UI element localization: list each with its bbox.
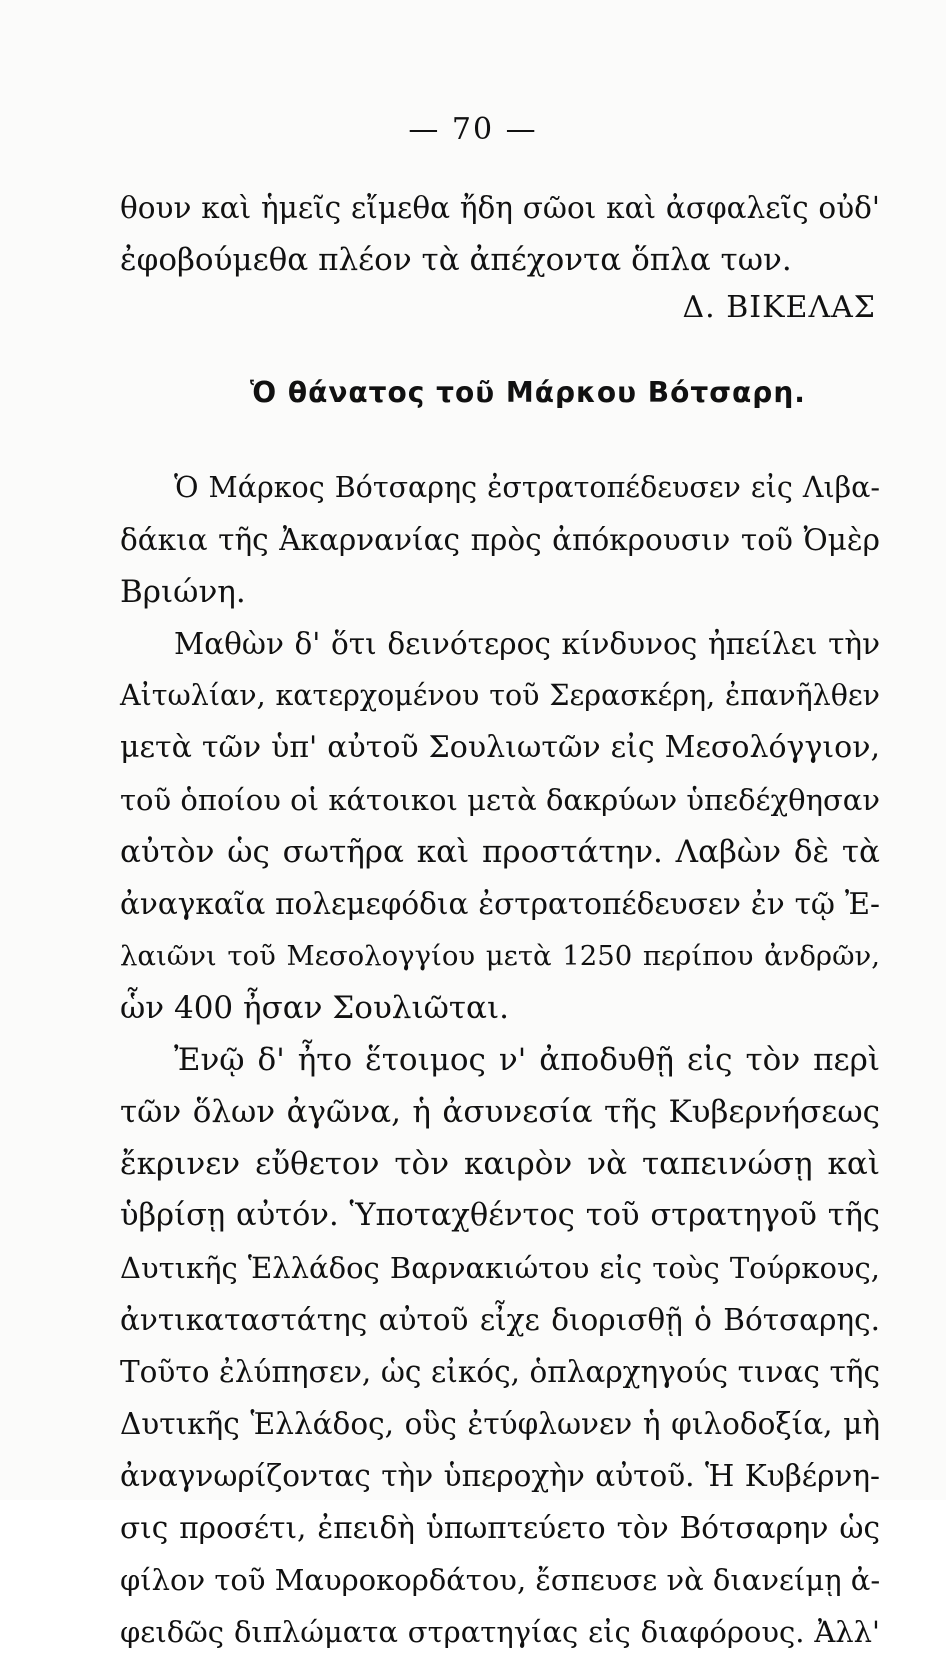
text-line: φίλον τοῦ Μαυροκορδάτου, ἔσπευσε νὰ διανείμῃ ἀ-: [120, 1563, 881, 1597]
text-line: αὐτὸν ὡς σωτῆρα καὶ προστάτην. Λαβὼν δὲ τὰ: [120, 834, 880, 870]
section-title: Ὁ θάνατος τοῦ Μάρκου Βότσαρη.: [250, 376, 806, 409]
text-line: φειδῶς διπλώματα στρατηγίας εἰς διαφόρους. Ἀλλ': [120, 1615, 880, 1649]
text-line: Αἰτωλίαν, κατερχομένου τοῦ Σερασκέρη, ἐπανῆλθεν: [120, 679, 880, 712]
text-line: τῶν ὅλων ἀγῶνα, ἡ ἀσυνεσία τῆς Κυβερνήσεως: [120, 1094, 880, 1130]
text-line: θουν καὶ ἡμεῖς εἴμεθα ἤδη σῶοι καὶ ἀσφαλεῖς οὐδ': [120, 191, 880, 225]
text-line: ἀντικαταστάτης αὐτοῦ εἶχε διορισθῇ ὁ Βότσαρης.: [120, 1303, 880, 1337]
text-line: Βριώνη.: [120, 574, 246, 610]
text-line: ἀναγνωρίζοντας τὴν ὑπεροχὴν αὐτοῦ. Ἡ Κυβέρνη-: [120, 1459, 880, 1493]
text-line: Δυτικῆς Ἑλλάδος, οὓς ἐτύφλωνεν ἡ φιλοδοξία, μὴ: [120, 1407, 880, 1441]
text-line: λαιῶνι τοῦ Μεσολογγίου μετὰ 1250 περίπου ἀνδρῶν,: [120, 940, 880, 972]
text-line: ἐφοβούμεθα πλέον τὰ ἀπέχοντα ὅπλα των.: [120, 242, 792, 278]
text-line: δάκια τῆς Ἀκαρνανίας πρὸς ἀπόκρουσιν τοῦ Ὀμὲρ: [120, 523, 880, 557]
text-line: Δυτικῆς Ἑλλάδος Βαρνακιώτου εἰς τοὺς Τούρκους,: [120, 1251, 880, 1285]
body-text: [120, 462, 880, 1658]
author-signature: Δ. ΒΙΚΕΛΑΣ: [682, 290, 876, 325]
text-line: μετὰ τῶν ὑπ' αὐτοῦ Σουλιωτῶν εἰς Μεσολόγγιον,: [120, 730, 880, 765]
text-line: ὧν 400 ἦσαν Σουλιῶται.: [120, 990, 509, 1026]
page-number: — 70 —: [408, 112, 538, 147]
intro-paragraph: [120, 182, 880, 286]
text-line: Ἐνῷ δ' ἦτο ἕτοιμος ν' ἀποδυθῇ εἰς τὸν περὶ: [174, 1042, 880, 1078]
text-line: ὑβρίσῃ αὐτόν. Ὑποταχθέντος τοῦ στρατηγοῦ τῆς: [120, 1198, 880, 1233]
text-line: ἀναγκαῖα πολεμεφόδια ἐστρατοπέδευσεν ἐν τῷ Ἐ-: [120, 887, 880, 921]
text-line: Ὁ Μάρκος Βότσαρης ἐστρατοπέδευσεν εἰς Λιβα-: [174, 471, 880, 504]
text-line: σις προσέτι, ἐπειδὴ ὑπωπτεύετο τὸν Βότσαρην ὡς: [120, 1511, 880, 1545]
text-line: τοῦ ὁποίου οἱ κάτοικοι μετὰ δακρύων ὑπεδέχθησαν: [120, 783, 880, 817]
text-line: ἔκρινεν εὔθετον τὸν καιρὸν νὰ ταπεινώσῃ καὶ: [120, 1146, 880, 1182]
text-line: Μαθὼν δ' ὅτι δεινότερος κίνδυνος ἠπείλει τὴν: [174, 627, 880, 661]
text-line: Τοῦτο ἐλύπησεν, ὡς εἰκός, ὁπλαρχηγούς τινας τῆς: [120, 1355, 880, 1389]
